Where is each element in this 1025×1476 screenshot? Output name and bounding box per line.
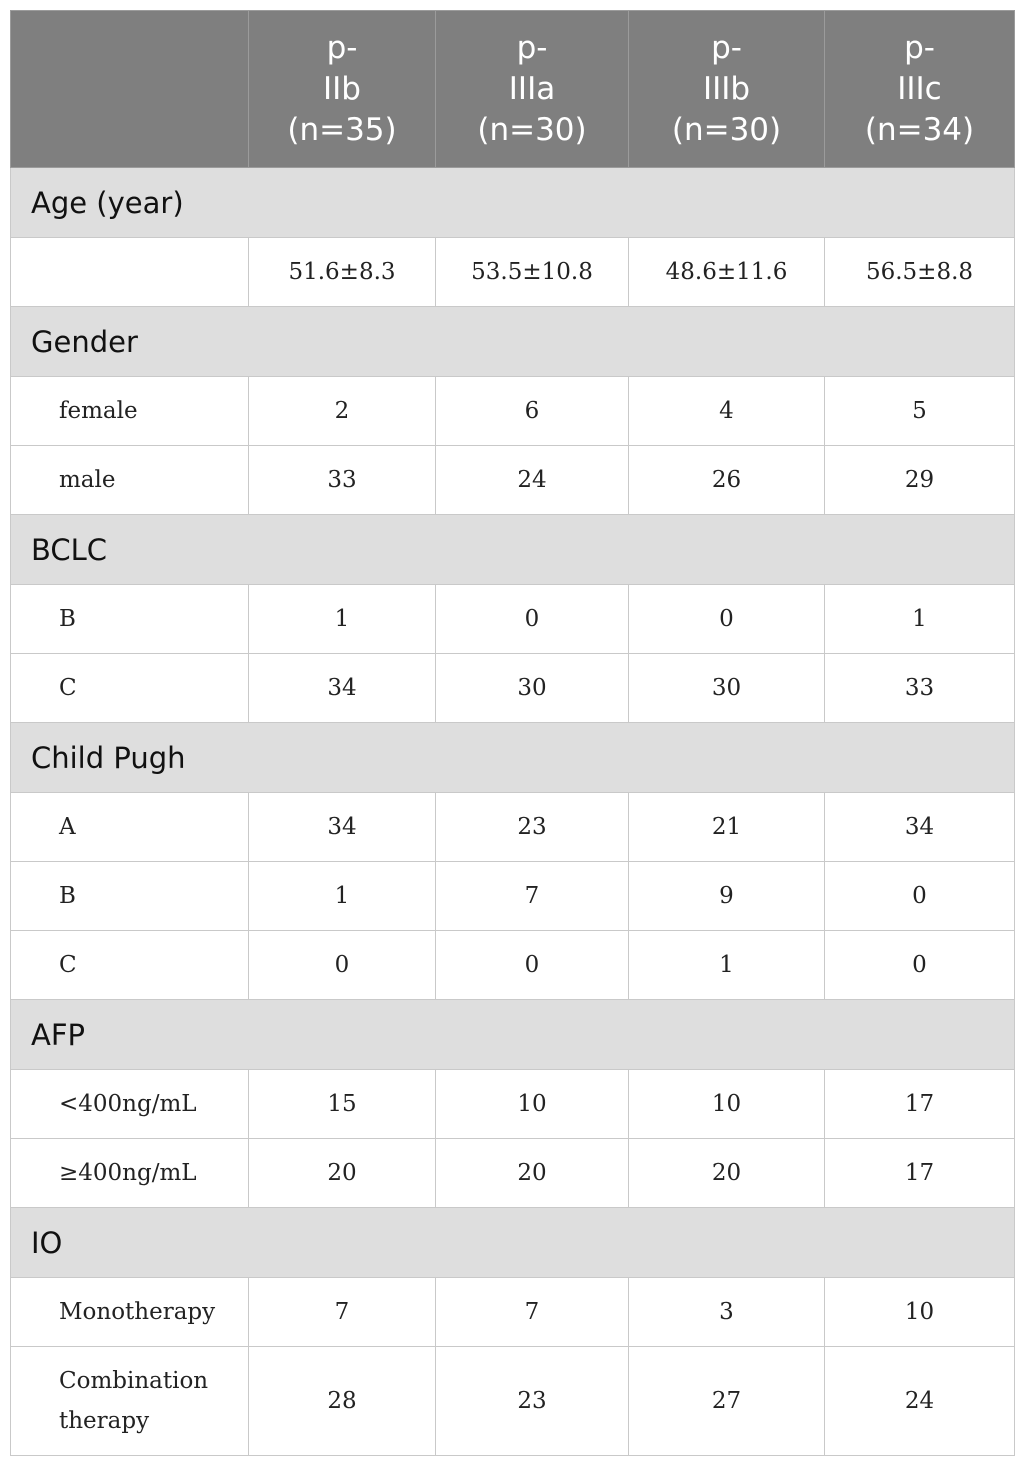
value-cell: 20 xyxy=(249,1139,436,1208)
table-body xyxy=(11,168,1015,1456)
row-label: ≥400ng/mL xyxy=(11,1139,249,1208)
value-cell: 56.5±8.8 xyxy=(825,238,1015,307)
value-cell: 20 xyxy=(436,1139,629,1208)
value-cell: 1 xyxy=(249,862,436,931)
header-empty-cell xyxy=(11,11,249,168)
value-cell: 17 xyxy=(825,1139,1015,1208)
section-title: Age (year) xyxy=(11,168,1015,238)
value-cell: 24 xyxy=(436,446,629,515)
header-col-3-line-2: IIIb xyxy=(702,70,751,107)
value-cell: 23 xyxy=(436,793,629,862)
row-label: C xyxy=(11,654,249,723)
section-title: Gender xyxy=(11,307,1015,377)
value-cell: 3 xyxy=(629,1278,825,1347)
row-label: female xyxy=(11,377,249,446)
row-label: B xyxy=(11,585,249,654)
section-header-row xyxy=(11,307,1015,377)
value-cell: 15 xyxy=(249,1070,436,1139)
table-row xyxy=(11,793,1015,862)
value-cell: 17 xyxy=(825,1070,1015,1139)
header-col-1 xyxy=(249,11,436,168)
value-cell: 6 xyxy=(436,377,629,446)
row-label: C xyxy=(11,931,249,1000)
table-row xyxy=(11,654,1015,723)
header-col-4-line-1: p- xyxy=(904,29,935,66)
value-cell: 2 xyxy=(249,377,436,446)
value-cell: 0 xyxy=(629,585,825,654)
header-col-1-line-3: (n=35) xyxy=(287,111,397,148)
section-header-row xyxy=(11,515,1015,585)
value-cell: 9 xyxy=(629,862,825,931)
row-label xyxy=(11,238,249,307)
value-cell: 26 xyxy=(629,446,825,515)
value-cell: 29 xyxy=(825,446,1015,515)
value-cell: 10 xyxy=(825,1278,1015,1347)
value-cell: 33 xyxy=(249,446,436,515)
row-label: A xyxy=(11,793,249,862)
value-cell: 33 xyxy=(825,654,1015,723)
header-col-1-line-2: IIb xyxy=(323,70,361,107)
value-cell: 1 xyxy=(249,585,436,654)
value-cell: 7 xyxy=(436,1278,629,1347)
value-cell: 0 xyxy=(436,585,629,654)
section-title: Child Pugh xyxy=(11,723,1015,793)
value-cell: 1 xyxy=(629,931,825,1000)
header-col-2 xyxy=(436,11,629,168)
value-cell: 30 xyxy=(629,654,825,723)
value-cell: 0 xyxy=(825,862,1015,931)
header-col-4-line-2: IIIc xyxy=(897,70,942,107)
table-row xyxy=(11,1278,1015,1347)
value-cell: 20 xyxy=(629,1139,825,1208)
header-col-4 xyxy=(825,11,1015,168)
section-title: AFP xyxy=(11,1000,1015,1070)
table-row xyxy=(11,862,1015,931)
value-cell: 53.5±10.8 xyxy=(436,238,629,307)
header-col-2-line-2: IIIa xyxy=(508,70,556,107)
value-cell: 30 xyxy=(436,654,629,723)
characteristics-table xyxy=(10,10,1015,1456)
section-header-row xyxy=(11,1208,1015,1278)
header-col-3 xyxy=(629,11,825,168)
section-header-row xyxy=(11,168,1015,238)
value-cell: 21 xyxy=(629,793,825,862)
row-label: B xyxy=(11,862,249,931)
value-cell: 4 xyxy=(629,377,825,446)
table-row xyxy=(11,238,1015,307)
value-cell: 28 xyxy=(249,1347,436,1456)
value-cell: 0 xyxy=(249,931,436,1000)
value-cell: 7 xyxy=(436,862,629,931)
header-col-4-line-3: (n=34) xyxy=(864,111,975,148)
value-cell: 0 xyxy=(436,931,629,1000)
header-col-1-line-1: p- xyxy=(326,29,358,66)
header-col-2-line-1: p- xyxy=(516,29,548,66)
value-cell: 34 xyxy=(825,793,1015,862)
table-row xyxy=(11,1070,1015,1139)
row-label: <400ng/mL xyxy=(11,1070,249,1139)
section-title: IO xyxy=(11,1208,1015,1278)
value-cell: 23 xyxy=(436,1347,629,1456)
value-cell: 51.6±8.3 xyxy=(249,238,436,307)
header-col-3-line-3: (n=30) xyxy=(671,111,782,148)
section-header-row xyxy=(11,1000,1015,1070)
table-row xyxy=(11,931,1015,1000)
value-cell: 10 xyxy=(436,1070,629,1139)
value-cell: 0 xyxy=(825,931,1015,1000)
value-cell: 5 xyxy=(825,377,1015,446)
row-label: Combination therapy xyxy=(11,1347,249,1456)
row-label: male xyxy=(11,446,249,515)
header-row xyxy=(11,11,1015,168)
table-row xyxy=(11,1139,1015,1208)
value-cell: 34 xyxy=(249,793,436,862)
value-cell: 1 xyxy=(825,585,1015,654)
value-cell: 7 xyxy=(249,1278,436,1347)
value-cell: 10 xyxy=(629,1070,825,1139)
value-cell: 24 xyxy=(825,1347,1015,1456)
section-header-row xyxy=(11,723,1015,793)
row-label: Monotherapy xyxy=(11,1278,249,1347)
header-col-3-line-1: p- xyxy=(711,29,742,66)
table-row xyxy=(11,446,1015,515)
value-cell: 27 xyxy=(629,1347,825,1456)
table-row xyxy=(11,1347,1015,1456)
value-cell: 34 xyxy=(249,654,436,723)
header-col-2-line-3: (n=30) xyxy=(477,111,587,148)
value-cell: 48.6±11.6 xyxy=(629,238,825,307)
table-row xyxy=(11,585,1015,654)
section-title: BCLC xyxy=(11,515,1015,585)
table-row xyxy=(11,377,1015,446)
